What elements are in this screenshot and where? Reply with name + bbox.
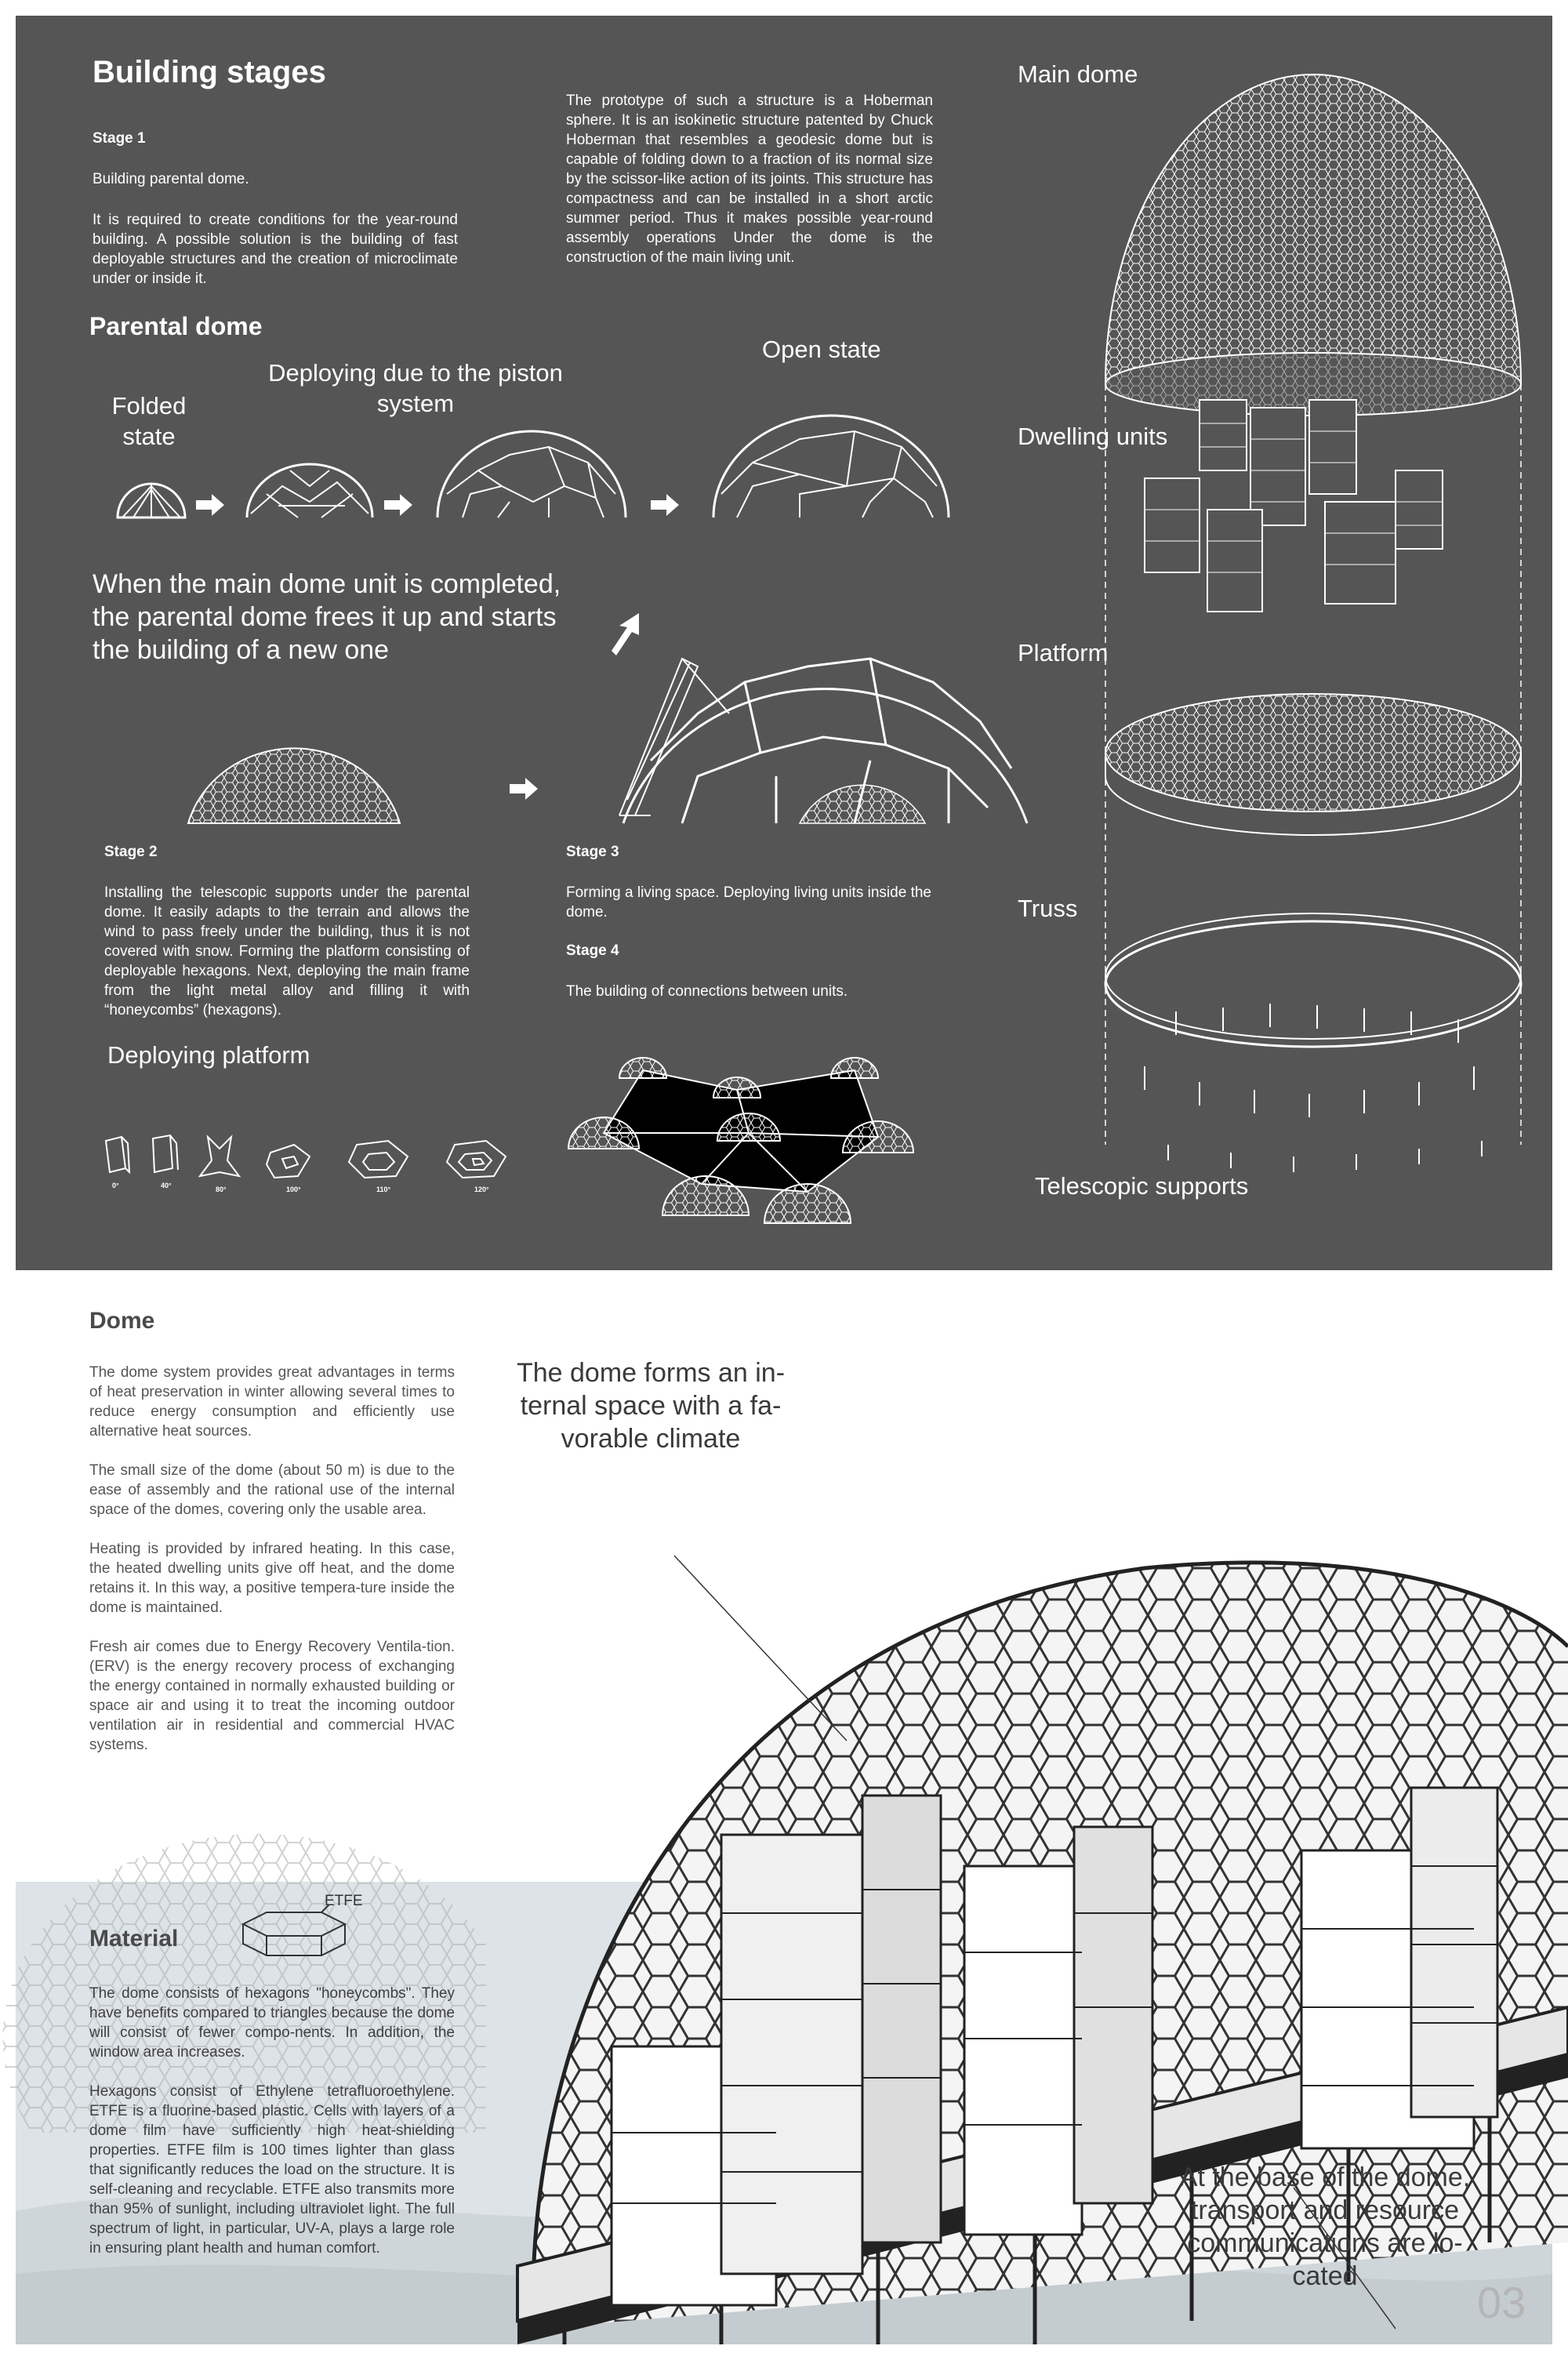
etfe-hexagon-icon <box>235 1901 361 1963</box>
hoberman-text: The prototype of such a structure is a Hoberman sphere. It is an isokinetic structure patented by Chuck Hoberman that resembles a geodesic dome but is capable of folding down to a fraction of its normal size by the scissor-like action of its joints. This structure has compactness and can be installed in a short arctic summer period. Thus it makes possible year-round assembly operations Under the dome is the construction of the main living unit. <box>566 93 933 266</box>
label-truss: Truss <box>1018 895 1078 922</box>
angle-80: 80° <box>216 1186 227 1193</box>
angle-100: 100° <box>286 1186 301 1193</box>
page-number: 03 <box>1477 2278 1526 2327</box>
dome-heading: Dome <box>89 1308 155 1334</box>
main-dome-completed-text: When the main dome unit is completed, the parental dome frees it up and starts the building of a new one <box>93 569 561 665</box>
callout-dome-climate: The dome forms an in-ternal space with a fa-vorable climate <box>516 1358 786 1454</box>
angle-0: 0° <box>112 1182 119 1189</box>
label-main-dome: Main dome <box>1018 60 1138 88</box>
folded-state-label: Folded state <box>111 392 187 450</box>
callout-base-communications: At the base of the dome, transport and resource communications are lo-cated <box>1179 2162 1471 2291</box>
stage3-body: Forming a living space. Deploying living units inside the dome. <box>566 884 931 921</box>
stage2-body: Installing the telescopic supports under the parental dome. It easily adapts to the terrain and allows the wind to pass freely under the building, thus it is not covered with snow. Forming the platform consisting of deployable hexagons. Next, deploying the main frame from the light metal alloy and filling it with “honeycombs” (hexagons). <box>104 884 470 1019</box>
parental-dome-heading: Parental dome <box>89 312 263 340</box>
dome-paragraph-2: The small size of the dome (about 50 m) is due to the ease of assembly and the rational use of the internal space of the domes, covering only the usable area. <box>89 1462 455 1518</box>
material-heading: Material <box>89 1926 179 1952</box>
page-title: Building stages <box>93 55 326 89</box>
dome-paragraph-4: Fresh air comes due to Energy Recovery Ventila-tion. (ERV) is the energy recovery process of exchanging the energy contained in normally exhausted building or space air and using it to treat the incoming outdoor ventilation air in residential and commercial HVAC systems. <box>89 1639 455 1753</box>
exploded-axonometric <box>1098 47 1537 1223</box>
angle-120: 120° <box>474 1186 489 1193</box>
open-state-label: Open state <box>762 336 881 363</box>
hexagon-unfold-sequence <box>98 1129 545 1200</box>
stage1-line: Building parental dome. <box>93 171 249 187</box>
label-platform: Platform <box>1018 639 1109 666</box>
label-dwelling-units: Dwelling units <box>1018 423 1168 450</box>
deploying-platform-label: Deploying platform <box>107 1041 310 1069</box>
material-paragraph-2: Hexagons consist of Ethylene tetrafluoroethylene. ETFE is a fluorine-based plastic. Cells with layers of a dome film have sufficiently high heat-shielding properties. ETFE film is 100 times lighter than glass that significantly reduces the load on the structure. It is self-cleaning and recyclable. ETFE also transmits more than 95% of sunlight, including ultraviolet light. The full spectrum of light, in particular, UV-A, plays a large role in ensuring plant health and human comfort. <box>89 2083 455 2257</box>
etfe-label: ETFE <box>325 1893 363 1909</box>
dome-text-block <box>89 1363 455 1755</box>
dome-paragraph-1: The dome system provides great advantages in terms of heat preservation in winter allowing several times to reduce energy consumption and efficiently use alternative heat sources. <box>89 1364 455 1440</box>
angle-40: 40° <box>161 1182 172 1189</box>
dome-paragraph-3: Heating is provided by infrared heating. In this case, the heated dwelling units give off heat, and the dome retains it. In this way, a positive tempera-ture inside the dome is maintained. <box>89 1541 455 1616</box>
stage4-label: Stage 4 <box>566 942 619 959</box>
dome-release-graphic <box>180 604 1043 839</box>
angle-110: 110° <box>376 1186 391 1193</box>
folding-sequence-graphic <box>110 408 964 533</box>
stage2-label: Stage 2 <box>104 844 158 860</box>
deploying-label: Deploying due to the piston system <box>268 359 563 417</box>
stage1-body: It is required to create conditions for the year-round building. A possible solution is the building of fast deployable structures and the creation of microclimate under or inside it. <box>93 212 458 287</box>
stage1-label: Stage 1 <box>93 130 146 147</box>
label-telescopic-supports: Telescopic supports <box>1035 1172 1249 1200</box>
material-text-block <box>89 1984 455 2258</box>
connected-domes-graphic <box>564 1043 956 1255</box>
stage4-body: The building of connections between units. <box>566 983 848 1000</box>
material-paragraph-1: The dome consists of hexagons "honeycombs". They have benefits compared to triangles because the dome will consist of fewer compo-nents. In addition, the window area increases. <box>89 1985 455 2061</box>
stage3-label: Stage 3 <box>566 844 619 860</box>
